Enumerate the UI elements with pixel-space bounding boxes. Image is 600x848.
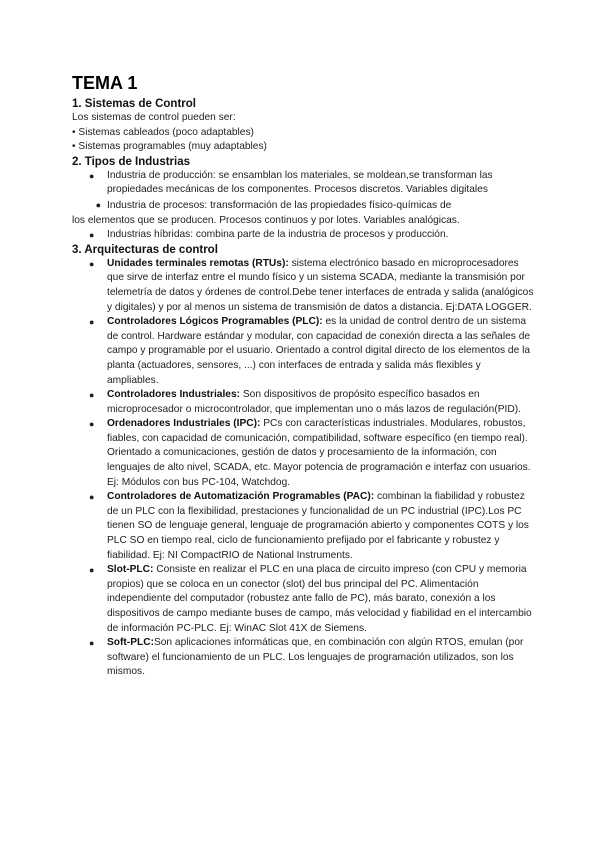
- bullet-icon: ●: [89, 258, 95, 269]
- page-title: TEMA 1: [72, 73, 138, 93]
- section-1-bullet: • Sistemas cableados (poco adaptables): [72, 126, 254, 138]
- list-item: [72, 636, 534, 680]
- list-item: [72, 169, 534, 198]
- list-item-text: Industria de producción: se ensamblan los materiales, se moldean,se transforman las propiedades mecánicas de los componentes. Procesos discretos. Variables digitales: [107, 169, 493, 196]
- section-1-heading: 1. Sistemas de Control: [72, 98, 196, 110]
- bullet-icon: ●: [89, 170, 95, 181]
- bullet-icon: ●: [89, 565, 95, 576]
- list-item-text: combinan la fiabilidad y robustez de un PLC con la flexibilidad, prestaciones y funcionalidad de un PC industrial (IPC).Los PC tienen SO de lenguaje general, lenguaje de programación abierto y componentes COTS y los PLC SO en tiempo real, ciclo de funcionamiento prefijado por el fabricante y robustez y fiabilidad. Ej: NI CompactRIO de National Instruments.: [107, 491, 529, 561]
- bullet-icon: ●: [89, 390, 95, 401]
- section-3-list: [72, 257, 534, 680]
- list-item-text: Consiste en realizar el PLC en una placa de circuito impreso (con CPU y memoria propios) que se coloca en un conector (slot) del bus principal del PC. Alimentación independiente del computador (robustez ante fallo de PC), más barato, conexión a los dispositivos de campo mediante buses de campo, más velocidad y fiabilidad en el intercambio de información PC-PLC. Ej: WinAC Slot 41X de Siemens.: [107, 564, 532, 634]
- bullet-icon: ●: [89, 638, 95, 649]
- list-item-term: Controladores Lógicos Programables (PLC):: [107, 316, 323, 328]
- list-item-text: Industrias híbridas: combina parte de la industria de procesos y producción.: [107, 229, 449, 241]
- list-item-term: Controladores de Automatización Programables (PAC):: [107, 491, 375, 503]
- list-item: [72, 315, 534, 388]
- bullet-icon: ●: [89, 419, 95, 430]
- list-item-term: Ordenadores Industriales (IPC):: [107, 418, 261, 430]
- section-2-list: [72, 169, 534, 198]
- section-1-intro: Los sistemas de control pueden ser:: [72, 112, 236, 123]
- list-item-term: Controladores Industriales:: [107, 389, 241, 401]
- list-item: [72, 228, 534, 243]
- list-item-text: sistema electrónico basado en microprocesadores que sirve de interfaz entre el mundo físico y un sistema SCADA, mediante la transmisión por telemetría de datos y órdenes de control.Debe tener interfaces de entrada y salida (analógicos y digitales) y por al menos un sistema de transmisión de datos a distancia. Ej:DATA LOGGER.: [107, 257, 534, 313]
- list-item-text: Industria de procesos: transformación de las propiedades físico-químicas de: [107, 199, 452, 211]
- list-item-term: Unidades terminales remotas (RTUs):: [107, 257, 289, 269]
- list-item-term: Soft-PLC:: [107, 637, 154, 649]
- section-1-bullet: • Sistemas programables (muy adaptables): [72, 141, 267, 153]
- list-item-continuation: los elementos que se producen. Procesos continuos y por lotes. Variables analógicas.: [72, 214, 460, 226]
- list-item: [72, 388, 534, 417]
- list-item: [72, 198, 534, 214]
- list-item: [72, 490, 534, 563]
- list-item-text: PCs con características industriales. Modulares, robustos, fiables, con capacidad de comunicación, compatibilidad, software específico (en tiempo real). Orientado a comunicaciones, gestión de datos y procesamiento de la información, con lenguajes de alto nivel, SCADA, etc. Mayor potencia de programación e interfaz con usuarios. Ej: Módulos con bus PC-104, Watchdog.: [107, 418, 531, 488]
- section-3-heading: 3. Arquitecturas de control: [72, 243, 218, 256]
- list-item: [72, 257, 534, 315]
- list-item-term: Slot-PLC:: [107, 564, 154, 576]
- list-item: [72, 417, 534, 490]
- list-item-text: Son dispositivos de propósito específico basados en microprocesador o microcontrolador, que implementan uno o más lazos de regulación(PID).: [107, 389, 521, 415]
- list-item-text: Son aplicaciones informáticas que, en combinación con algún RTOS, emulan (por software) el funcionamiento de un PLC. Los lenguajes de programación utilizados, son los mismos.: [107, 637, 524, 678]
- bullet-icon: ●: [89, 317, 95, 328]
- bullet-icon: ●: [89, 492, 95, 503]
- bullet-icon: ●: [89, 230, 95, 241]
- section-2-heading: 2. Tipos de Industrias: [72, 155, 191, 168]
- list-item-text: es la unidad de control dentro de un sistema de control. Hardware estándar y modular, con capacidad de conexión directa a las señales de campo y programable por el usuario. Orientado a control digital directo de los elementos de la planta (actuadores, sensores, ...) con interfaces de entrada y salida más flexibles y ampliables.: [107, 316, 531, 386]
- bullet-icon: ●: [95, 199, 101, 210]
- list-item: [72, 563, 534, 636]
- document-page: [72, 72, 534, 680]
- section-2-list: [72, 228, 534, 243]
